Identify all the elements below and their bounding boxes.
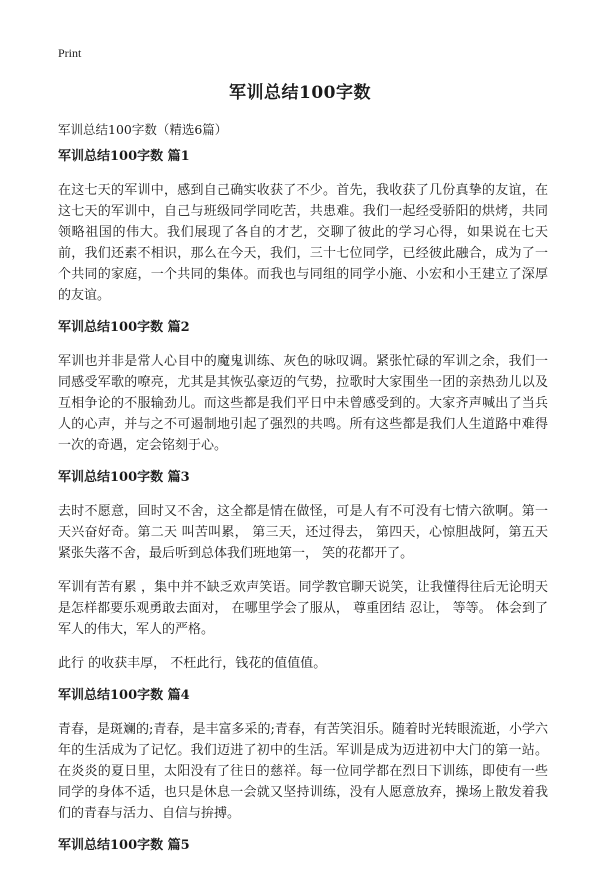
section-heading: 军训总结100字数 篇2 xyxy=(58,320,190,335)
section-heading: 军训总结100字数 篇1 xyxy=(58,149,190,164)
print-link[interactable]: Print xyxy=(58,46,82,60)
paragraph: 此行 的收获丰厚， 不枉此行，钱花的值值值。 xyxy=(58,656,327,671)
paragraph: 在这七天的军训中，感到自己确实收获了不少。首先，我收获了几份真挚的友谊，在这七天的军训中，自己与班级同学同吃苦，共患难。我们一起经受骄阳的烘烤，共同领略祖国的伟大。我们展现了各自的才艺，交聊了彼此的学习心得，如果说在七天前，我们还素不相识，那么在今天，我们，三十七位同学，已经彼此融合，成为了一个共同的家庭，一个共同的集体。而我也与同组的同学小施、小宏和小王建立了深厚的友谊。 xyxy=(58,183,548,303)
section-heading: 军训总结100字数 篇5 xyxy=(58,838,190,853)
paragraph: 青春，是斑斓的;青春，是丰富多采的;青春，有苦笑泪乐。随着时光转眼流逝，小学六年的生活成为了记忆。我们迈进了初中的生活。军训是成为迈进初中大门的第一站。在炎炎的夏日里，太阳没有了往日的慈祥。每一位同学都在烈日下训练，即使有一些同学的身体不适，也只是休息一会就又坚持训练，没有人愿意放弃，操场上散发着我们的青春与活力、自信与拚搏。 xyxy=(58,722,548,821)
section-2 xyxy=(58,319,548,456)
section-3 xyxy=(58,469,548,674)
section-heading: 军训总结100字数 篇3 xyxy=(58,470,190,485)
paragraph: 去时不愿意，回时又不舍，这全都是情在做怪，可是人有不可没有七情六欲啊。第一天兴奋好奇。第二天 叫苦叫累， 第三天，还过得去， 第四天，心惊胆战阿，第五天紧张失落不舍，最后听到总体我们班地第一， 笑的花都开了。 xyxy=(58,504,548,561)
section-1 xyxy=(58,148,548,306)
paragraph: 军训也并非是常人心目中的魔鬼训练、灰色的咏叹调。紧张忙碌的军训之余，我们一同感受军歌的嘹亮，尤其是其恢弘豪迈的气势，拉歌时大家围坐一团的亲热劲儿以及互相争论的不服输劲儿。而这些都是我们平日中未曾感受到的。大家齐声喊出了当兵人的心声，并与之不可遏制地引起了强烈的共鸣。所有这些都是我们人生道路中难得一次的奇遇，定会铭刻于心。 xyxy=(58,354,548,453)
document-subtitle: 军训总结100字数（精选6篇） xyxy=(58,122,228,137)
page-title: 军训总结100字数 xyxy=(229,83,371,103)
section-4 xyxy=(58,687,548,824)
paragraph: 军训有苦有累 ，集中并不缺乏欢声笑语。同学教官聊天说笑，让我懂得往后无论明天是怎样都要乐观勇敢去面对， 在哪里学会了服从， 尊重团结 忍让， 等等。 体会到了军人的伟大，军人的严格。 xyxy=(58,580,548,637)
document-body xyxy=(58,148,548,869)
section-heading: 军训总结100字数 篇4 xyxy=(58,688,190,703)
section-5 xyxy=(58,837,548,855)
